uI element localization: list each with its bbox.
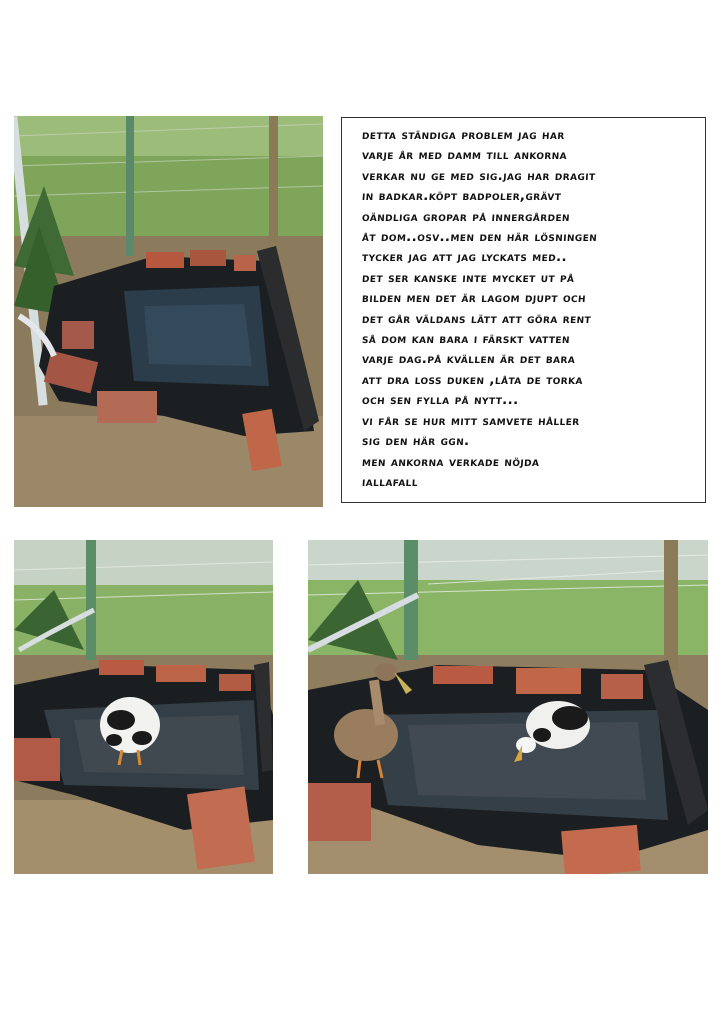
- story-line: detta ständiga problem jag har: [361, 128, 566, 143]
- photo-empty-pond: [14, 116, 323, 507]
- story-text-box: [341, 117, 706, 503]
- story-line: vi får se hur mitt samvete håller: [361, 413, 581, 429]
- story-line: det går väldans lätt att göra rent: [361, 311, 592, 327]
- story-line: varje dag.på kvällen är det bara: [361, 352, 576, 368]
- story-line: tycker jag att jag lyckats med..: [361, 250, 568, 266]
- story-line: oändliga gropar på innergården: [361, 209, 571, 225]
- story-line: men ankorna verkade nöjda: [361, 454, 540, 470]
- story-line: så dom kan bara i färskt vatten: [361, 332, 571, 348]
- story-line: det ser kanske inte mycket ut på: [361, 270, 575, 286]
- story-line: in badkar.köpt badpoler,grävt: [361, 189, 562, 205]
- story-line: åt dom..osv..men den här lösningen: [361, 230, 598, 246]
- story-line: bilden men det är lagom djupt och: [361, 291, 587, 307]
- photo-one-duck: [14, 540, 273, 874]
- story-line: varje år med damm till ankorna: [361, 148, 568, 164]
- story-line: iallafall: [361, 474, 419, 490]
- story-line: att dra loss duken ,låta de torka: [361, 372, 584, 388]
- story-line: sig den här ggn.: [361, 434, 471, 450]
- story-line: verkar nu ge med sig.jag har dragit: [361, 168, 597, 184]
- photo-two-ducks: [308, 540, 708, 874]
- story-line: och sen fylla på nytt...: [361, 393, 520, 409]
